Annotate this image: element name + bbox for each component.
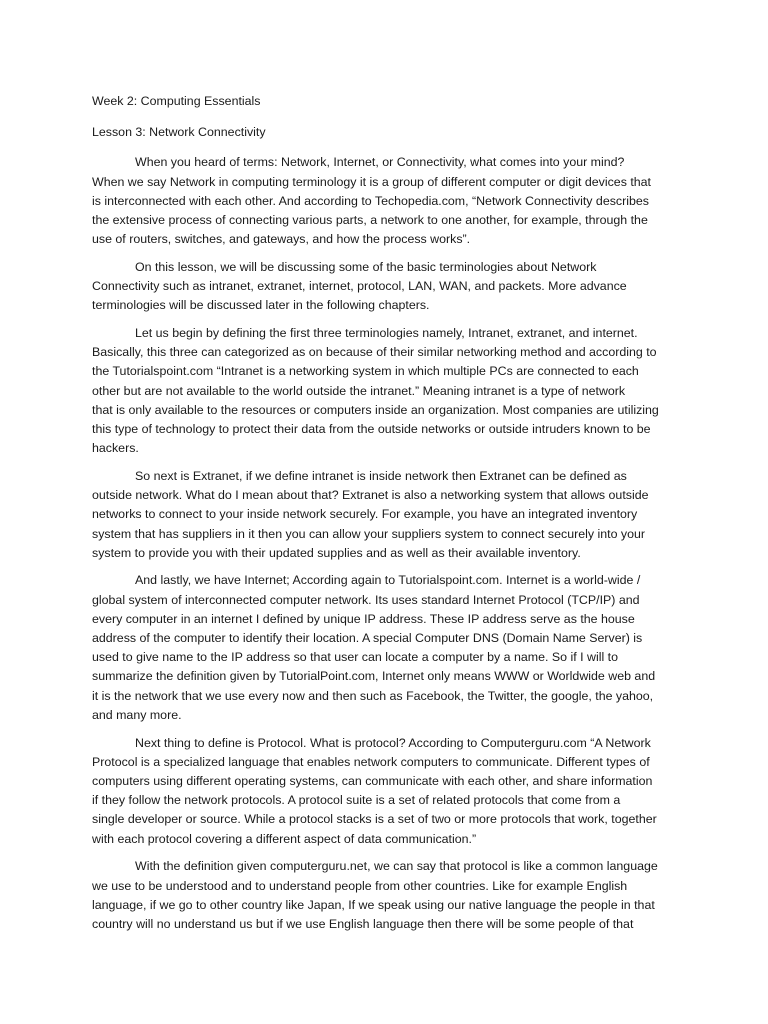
- paragraph-line: On this lesson, we will be discussing some of the basic terminologies about Network: [135, 259, 597, 274]
- paragraph-line: summarize the definition given by TutorialPoint.com, Internet only means WWW or Worldwide web and: [92, 669, 656, 684]
- paragraph-line: that is only available to the resources or computers inside an organization. Most companies are utilizing: [92, 402, 659, 417]
- paragraph-line: When we say Network in computing terminology it is a group of different computer or digit devices that: [92, 174, 651, 189]
- paragraph-line: Protocol is a specialized language that enables network computers to communicate. Different types of: [92, 754, 650, 769]
- paragraph-line: Let us begin by defining the first three terminologies namely, Intranet, extranet, and internet.: [135, 326, 638, 341]
- paragraph: [92, 467, 682, 563]
- paragraph-line: So next is Extranet, if we define intranet is inside network then Extranet can be defined as: [135, 468, 627, 483]
- paragraph-line: is interconnected with each other. And according to Techopedia.com, “Network Connectivity describes: [92, 193, 649, 208]
- paragraph: [92, 857, 682, 934]
- document-body: [92, 92, 682, 943]
- paragraph-line: hackers.: [92, 441, 139, 456]
- paragraph-line: and many more.: [92, 707, 182, 722]
- paragraph: [92, 258, 682, 316]
- paragraph-line: every computer in an internet I defined by unique IP address. These IP address serve as the house: [92, 611, 635, 626]
- paragraph-line: address of the computer to identify their location. A special Computer DNS (Domain Name Server) is: [92, 631, 643, 646]
- paragraph-line: use of routers, switches, and gateways, and how the process works”.: [92, 232, 471, 247]
- paragraph-line: Next thing to define is Protocol. What is protocol? According to Computerguru.com “A Network: [135, 735, 651, 750]
- document-lesson-heading: Lesson 3: Network Connectivity: [92, 124, 266, 139]
- paragraph-line: global system of interconnected computer network. Its uses standard Internet Protocol (TCP/IP) and: [92, 592, 640, 607]
- paragraph-line: computers using different operating systems, can communicate with each other, and share information: [92, 774, 653, 788]
- paragraph-line: the Tutorialspoint.com “Intranet is a networking system in which multiple PCs are connected to each: [92, 364, 639, 379]
- paragraph-line: system that has suppliers in it then you can allow your suppliers system to connect securely into your: [92, 526, 646, 541]
- paragraph-line: country will no understand us but if we use English language then there will be some people of that: [92, 916, 634, 931]
- paragraph: [92, 734, 682, 849]
- paragraph-line: Connectivity such as intranet, extranet, internet, protocol, LAN, WAN, and packets. More advance: [92, 279, 627, 294]
- paragraph-line: networks to connect to your inside network securely. For example, you have an integrated inventory: [92, 507, 638, 522]
- paragraph: [92, 571, 682, 725]
- paragraph-line: the extensive process of connecting various parts, a network to one another, for example, through the: [92, 213, 648, 228]
- paragraph-line: language, if we go to other country like Japan, If we speak using our native language the people in that: [92, 897, 655, 912]
- paragraph-line: used to give name to the IP address so that user can locate a computer by a name. So if I will to: [92, 650, 618, 665]
- paragraph-line: system to provide you with their updated supplies and as well as their available inventory.: [92, 545, 581, 560]
- paragraph-line: And lastly, we have Internet; According again to Tutorialspoint.com. Internet is a world-wide /: [135, 573, 641, 588]
- paragraph: [92, 324, 682, 458]
- paragraph-line: When you heard of terms: Network, Internet, or Connectivity, what comes into your mind?: [135, 155, 625, 170]
- paragraph-line: With the definition given computerguru.net, we can say that protocol is like a common language: [135, 859, 658, 874]
- paragraph-line: other but are not available to the world outside the intranet.” Meaning intranet is a type of network: [92, 383, 626, 398]
- document-week-heading: Week 2: Computing Essentials: [92, 94, 261, 108]
- paragraph-line: with each protocol covering a different aspect of data communication.”: [92, 831, 477, 846]
- paragraph-line: if they follow the network protocols. A protocol suite is a set of related protocols that come from a: [92, 793, 621, 808]
- paragraph-line: this type of technology to protect their data from the outside networks or outside intruders known to be: [92, 422, 651, 437]
- paragraph-line: it is the network that we use every now and then such as Facebook, the Twitter, the google, the yahoo,: [92, 688, 654, 703]
- paragraph-line: outside network. What do I mean about that? Extranet is also a networking system that allows outside: [92, 488, 649, 503]
- paragraph-line: we use to be understood and to understand people from other countries. Like for example English: [92, 878, 628, 893]
- paragraph: [92, 153, 682, 249]
- paragraph-line: single developer or source. While a protocol stacks is a set of two or more protocols that work, together: [92, 812, 657, 827]
- paragraph-line: Basically, this three can categorized as on because of their similar networking method and according to: [92, 345, 657, 360]
- paragraph-line: terminologies will be discussed later in the following chapters.: [92, 298, 430, 313]
